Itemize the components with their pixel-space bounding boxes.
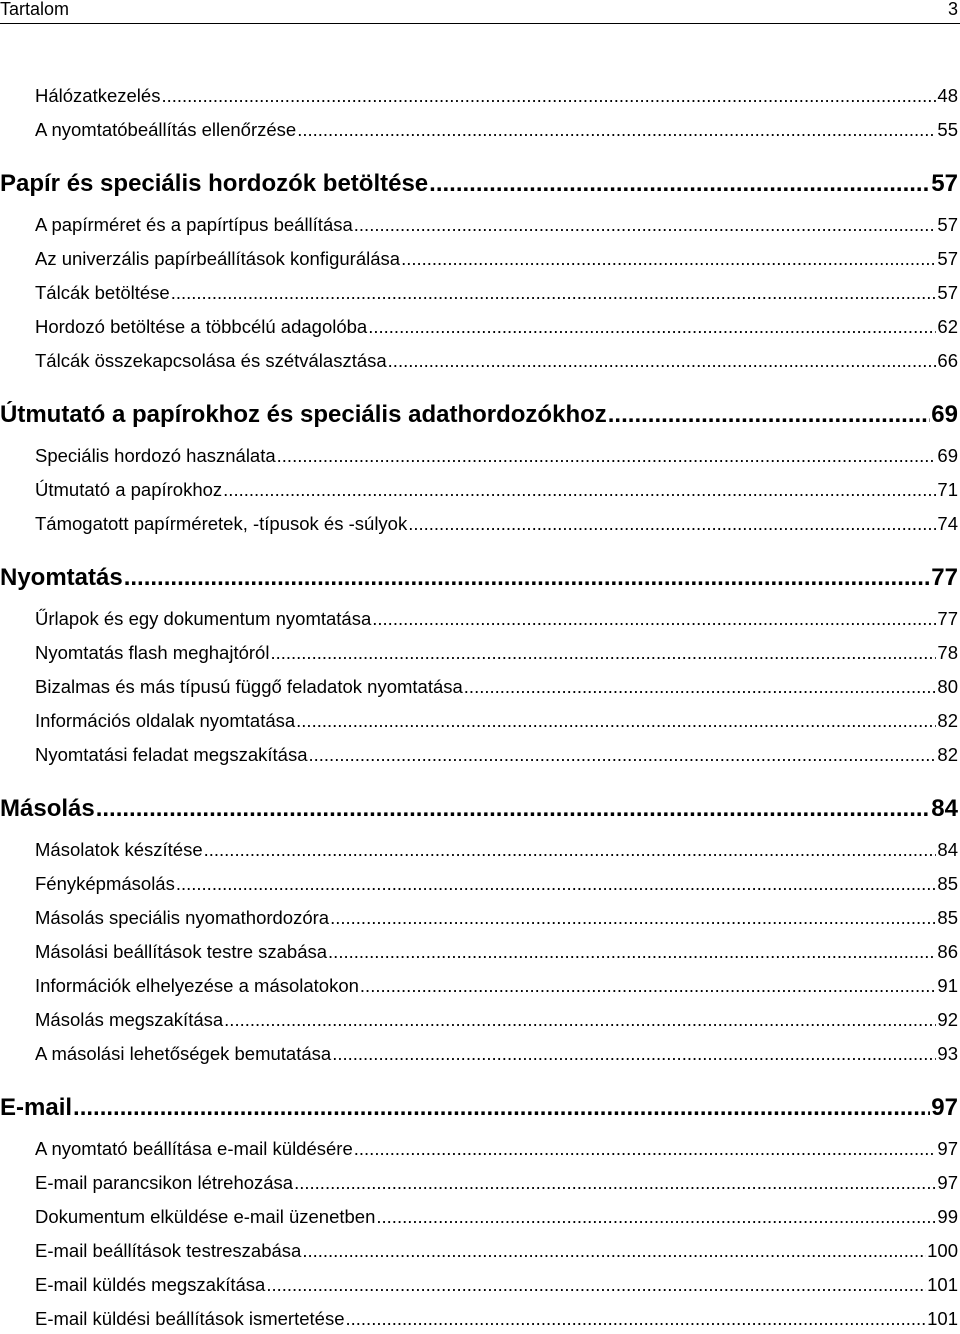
toc-entry-page: 80 <box>937 676 958 697</box>
toc-entry-title: A nyomtató beállítása e-mail küldésére <box>35 1138 353 1159</box>
toc-entry-page: 55 <box>937 119 958 140</box>
toc-entry[interactable] <box>35 119 958 145</box>
toc-entry-page: 82 <box>937 710 958 731</box>
toc-chapter-title: Nyomtatás <box>0 564 123 591</box>
toc-entry-title: Másolási beállítások testre szabása <box>35 941 328 962</box>
toc-leader-dots <box>224 1009 936 1031</box>
toc-chapter-page: 57 <box>931 170 958 197</box>
toc-leader-dots <box>346 1308 927 1330</box>
toc-leader-dots <box>328 941 936 963</box>
toc-entry-page: 93 <box>937 1043 958 1064</box>
toc-leader-dots <box>96 795 931 823</box>
toc-leader-dots <box>297 119 936 141</box>
toc-entry-title: Fényképmásolás <box>35 873 175 894</box>
toc-leader-dots <box>376 1206 936 1228</box>
toc-entry-title: Speciális hordozó használata <box>35 445 276 466</box>
toc-chapter-page: 84 <box>931 795 958 822</box>
toc-leader-dots <box>161 85 936 107</box>
toc-leader-dots <box>294 1172 936 1194</box>
toc-entry[interactable] <box>35 941 958 967</box>
toc-leader-dots <box>368 316 936 338</box>
toc-entry[interactable] <box>35 214 958 240</box>
toc-entry-title: Másolatok készítése <box>35 839 203 860</box>
toc-entry-page: 57 <box>937 248 958 269</box>
toc-leader-dots <box>277 445 937 467</box>
toc-entry[interactable] <box>35 642 958 668</box>
toc-entry-page: 84 <box>937 839 958 860</box>
toc-entry[interactable] <box>35 350 958 376</box>
toc-leader-dots <box>401 248 936 270</box>
toc-entry[interactable] <box>35 1240 958 1266</box>
toc-leader-dots <box>171 282 937 304</box>
toc-entry[interactable] <box>35 1308 958 1334</box>
toc-entry-title: A papírméret és a papírtípus beállítása <box>35 214 353 235</box>
toc-entry[interactable] <box>35 1274 958 1300</box>
toc-entry[interactable] <box>35 513 958 539</box>
toc-entry[interactable] <box>35 1172 958 1198</box>
toc-entry[interactable] <box>35 1043 958 1069</box>
toc-entry-title: Tálcák összekapcsolása és szétválasztása <box>35 350 387 371</box>
toc-entry[interactable] <box>35 282 958 308</box>
toc-leader-dots <box>330 907 936 929</box>
toc-entry-page: 77 <box>937 608 958 629</box>
toc-leader-dots <box>360 975 937 997</box>
toc-entry-title: Hálózatkezelés <box>35 85 161 106</box>
toc-chapter-title: Másolás <box>0 795 95 822</box>
toc-entry-page: 97 <box>937 1138 958 1159</box>
toc-entry-title: Támogatott papírméretek, -típusok és -súlyok <box>35 513 408 534</box>
toc-leader-dots <box>388 350 937 372</box>
toc-leader-dots <box>296 710 936 732</box>
toc-entry-title: E-mail küldés megszakítása <box>35 1274 266 1295</box>
toc-chapter[interactable] <box>0 1094 958 1126</box>
toc-entry[interactable] <box>35 873 958 899</box>
toc-entry-title: E-mail beállítások testreszabása <box>35 1240 302 1261</box>
header-title: Tartalom <box>0 0 70 19</box>
toc-leader-dots <box>332 1043 936 1065</box>
toc-chapter[interactable] <box>0 795 958 827</box>
toc-entry-page: 100 <box>927 1240 958 1261</box>
toc-chapter-title: E-mail <box>0 1094 73 1121</box>
toc-entry-page: 101 <box>927 1308 958 1329</box>
toc-entry[interactable] <box>35 1009 958 1035</box>
toc-leader-dots <box>176 873 937 895</box>
toc-entry-title: Nyomtatás flash meghajtóról <box>35 642 270 663</box>
toc-leader-dots <box>266 1274 926 1296</box>
toc-entry-title: A nyomtatóbeállítás ellenőrzése <box>35 119 297 140</box>
toc-entry-title: Űrlapok és egy dokumentum nyomtatása <box>35 608 372 629</box>
toc-entry[interactable] <box>35 85 958 111</box>
toc-entry-page: 57 <box>937 282 958 303</box>
toc-entry-page: 92 <box>937 1009 958 1030</box>
toc-entry-title: Bizalmas és más típusú függő feladatok nyomtatása <box>35 676 463 697</box>
toc-entry[interactable] <box>35 710 958 736</box>
toc-entry-title: E-mail parancsikon létrehozása <box>35 1172 294 1193</box>
toc-entry-title: Az univerzális papírbeállítások konfigurálása <box>35 248 401 269</box>
toc-entry-page: 97 <box>937 1172 958 1193</box>
header-page-number: 3 <box>947 0 958 19</box>
toc-entry[interactable] <box>35 248 958 274</box>
toc-entry-page: 82 <box>937 744 958 765</box>
toc-leader-dots <box>608 401 931 429</box>
toc-entry-title: Tálcák betöltése <box>35 282 170 303</box>
toc-leader-dots <box>372 608 936 630</box>
toc-leader-dots <box>302 1240 926 1262</box>
toc-leader-dots <box>124 564 931 592</box>
toc-chapter-title: Papír és speciális hordozók betöltése <box>0 170 429 197</box>
toc-chapter[interactable] <box>0 401 958 433</box>
toc-entry[interactable] <box>35 676 958 702</box>
toc-entry-title: E-mail küldési beállítások ismertetése <box>35 1308 345 1329</box>
toc-entry[interactable] <box>35 479 958 505</box>
toc-entry-page: 91 <box>937 975 958 996</box>
toc-entry-title: Információs oldalak nyomtatása <box>35 710 296 731</box>
toc-entry-page: 78 <box>937 642 958 663</box>
toc-entry-title: Másolás megszakítása <box>35 1009 224 1030</box>
toc-leader-dots <box>73 1094 930 1122</box>
toc-entry-page: 99 <box>937 1206 958 1227</box>
toc-leader-dots <box>204 839 937 861</box>
toc-entry[interactable] <box>35 839 958 865</box>
toc-chapter[interactable] <box>0 564 958 596</box>
toc-entry-page: 85 <box>937 873 958 894</box>
toc-entry-title: Nyomtatási feladat megszakítása <box>35 744 308 765</box>
toc-entry-page: 57 <box>937 214 958 235</box>
toc-entry[interactable] <box>35 1206 958 1232</box>
toc-leader-dots <box>354 214 937 236</box>
toc-entry-page: 69 <box>937 445 958 466</box>
toc-chapter-page: 77 <box>931 564 958 591</box>
toc-entry[interactable] <box>35 907 958 933</box>
toc-entry-page: 74 <box>937 513 958 534</box>
toc-entry-page: 86 <box>937 941 958 962</box>
toc-entry[interactable] <box>35 445 958 471</box>
toc-entry-title: Információk elhelyezése a másolatokon <box>35 975 359 996</box>
toc-entry-page: 66 <box>937 350 958 371</box>
toc-entry-title: Másolás speciális nyomathordozóra <box>35 907 330 928</box>
toc-entry-title: Dokumentum elküldése e-mail üzenetben <box>35 1206 376 1227</box>
toc-entry-page: 101 <box>927 1274 958 1295</box>
toc-leader-dots <box>408 513 936 535</box>
toc-entry[interactable] <box>35 1138 958 1164</box>
toc-entry-page: 71 <box>937 479 958 500</box>
toc-leader-dots <box>270 642 936 664</box>
toc-entry[interactable] <box>35 744 958 770</box>
toc-entry[interactable] <box>35 975 958 1001</box>
page-header <box>0 0 960 22</box>
toc-entry[interactable] <box>35 608 958 634</box>
toc-chapter-page: 69 <box>931 401 958 428</box>
toc-entry-title: Útmutató a papírokhoz <box>35 479 223 500</box>
toc-chapter-page: 97 <box>931 1094 958 1121</box>
toc-entry-title: A másolási lehetőségek bemutatása <box>35 1043 332 1064</box>
toc-leader-dots <box>354 1138 937 1160</box>
toc-entry-page: 85 <box>937 907 958 928</box>
header-rule <box>0 23 960 24</box>
toc-entry-page: 48 <box>937 85 958 106</box>
toc-entry-title: Hordozó betöltése a többcélú adagolóba <box>35 316 368 337</box>
toc-chapter-title: Útmutató a papírokhoz és speciális adathordozókhoz <box>0 401 607 428</box>
toc-leader-dots <box>464 676 937 698</box>
toc-leader-dots <box>309 744 937 766</box>
toc-leader-dots <box>429 170 930 198</box>
toc-leader-dots <box>223 479 936 501</box>
toc-chapter[interactable] <box>0 170 958 202</box>
toc-entry-page: 62 <box>937 316 958 337</box>
toc-entry[interactable] <box>35 316 958 342</box>
